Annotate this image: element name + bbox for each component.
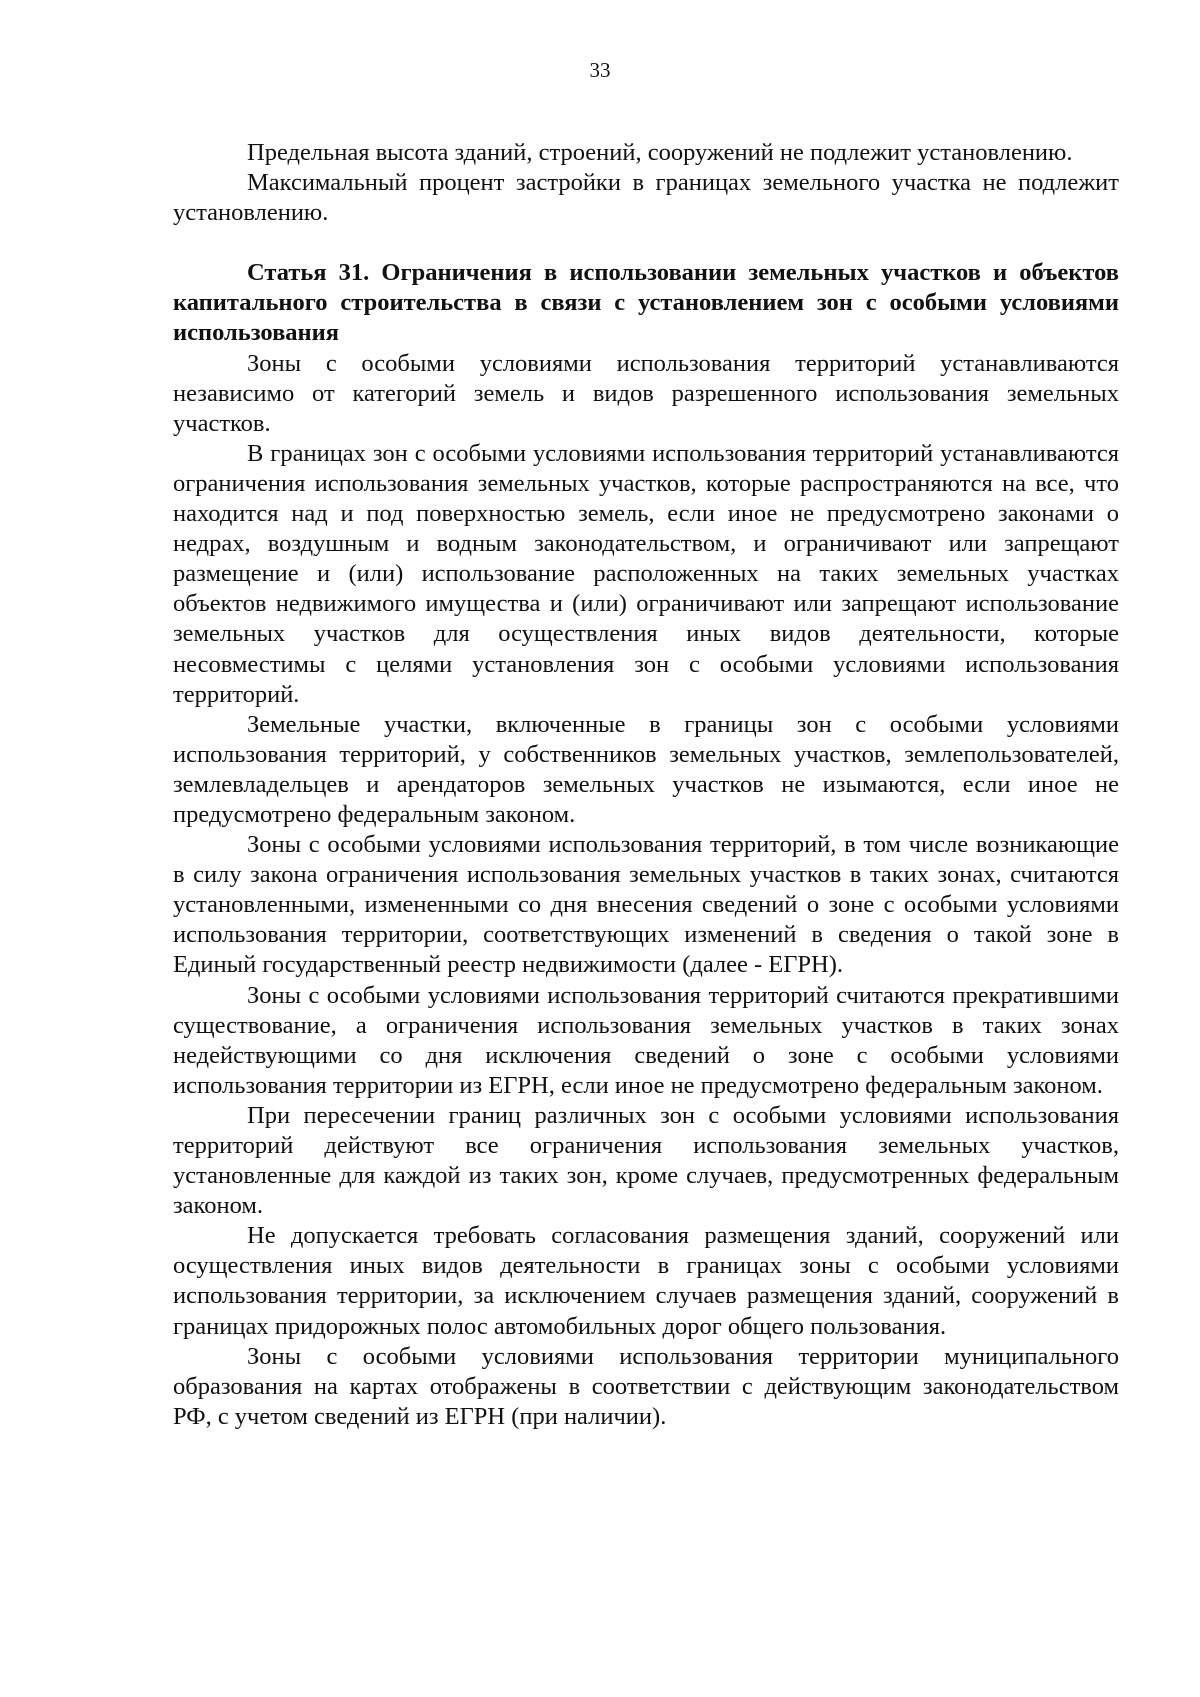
page-number: 33 — [589, 58, 611, 82]
paragraph-approval-not-required: Не допускается требовать согласования размещения зданий, сооружений или осуществления иных видов деятельности в границах зоны с особыми условиями использования территории, за исключением случаев размещения зданий, сооружений в границах придорожных полос автомобильных дорог общего пользования. — [173, 1222, 1119, 1340]
paragraph-zones-established: Зоны с особыми условиями использования территорий устанавливаются независимо от категорий земель и видов разрешенного использования земельных участков. — [173, 349, 1119, 437]
paragraph-zone-restrictions: В границах зон с особыми условиями использования территорий устанавливаются ограничения использования земельных участков, которые распространяются на все, что находится над и под поверхностью земель, если иное не предусмотрено законами о недрах, воздушным и водным законодательством, и ограничивают или запрещают размещение и (или) использование расположенных на таких земельных участках объектов недвижимого имущества и (или) ограничивают или запрещают использование земельных участков для осуществления иных видов деятельности, которые несовместимы с целями установления зон с особыми условиями использования территорий. — [173, 439, 1119, 708]
article-heading: Статья 31. Ограничения в использовании земельных участков и объектов капитального строительства в связи с установлением зон с особыми условиями использования — [173, 259, 1119, 347]
paragraph-zones-registered: Зоны с особыми условиями использования территорий, в том числе возникающие в силу закона ограничения использования земельных участков в таких зонах, считаются установленными, измененными со дня внесения сведений о зоне с особыми условиями использования территории, соответствующих изменений в сведения о такой зоне в Единый государственный реестр недвижимости (далее - ЕГРН). — [173, 831, 1119, 979]
paragraph-zones-terminated: Зоны с особыми условиями использования территорий считаются прекратившими существование, а ограничения использования земельных участков в таких зонах недействующими со дня исключения сведений о зоне с особыми условиями использования территории из ЕГРН, если иное не предусмотрено федеральным законом. — [173, 981, 1119, 1099]
paragraph-zone-intersection: При пересечении границ различных зон с особыми условиями использования территорий действуют все ограничения использования земельных участков, установленные для каждой из таких зон, кроме случаев, предусмотренных федеральным законом. — [173, 1101, 1119, 1220]
paragraph-zones-on-maps: Зоны с особыми условиями использования территории муниципального образования на картах отображены в соответствии с действующим законодательством РФ, с учетом сведений из ЕГРН (при наличии). — [173, 1342, 1119, 1430]
paragraph-land-not-seized: Земельные участки, включенные в границы зон с особыми условиями использования территорий, у собственников земельных участков, землепользователей, землевладельцев и арендаторов земельных участков не изымаются, если иное не предусмотрено федеральным законом. — [173, 710, 1119, 828]
paragraph-building-height: Предельная высота зданий, строений, сооружений не подлежит установлению. — [247, 139, 1073, 166]
document-body — [173, 138, 1119, 1432]
paragraph-building-percent: Максимальный процент застройки в границах земельного участка не подлежит установлению. — [173, 169, 1119, 227]
